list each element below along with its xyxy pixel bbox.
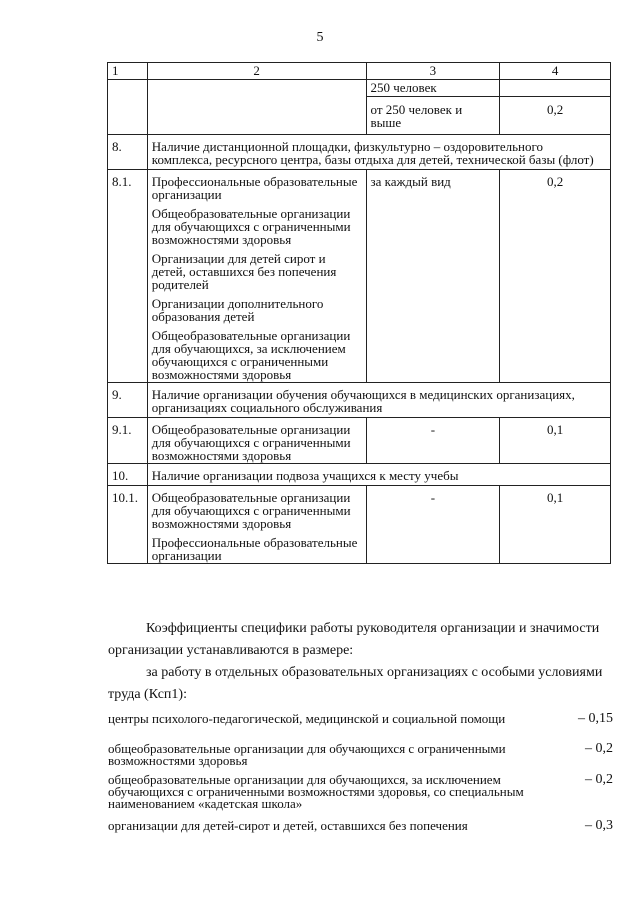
- row-number: 9.1.: [108, 418, 148, 464]
- section-title: Наличие организации подвоза учащихся к месту учебы: [147, 464, 610, 486]
- table-row: [108, 383, 611, 418]
- table-cell: [108, 80, 148, 135]
- org-item: Общеобразовательные организации для обучающихся, за исключением обучающихся с ограниченными возможностями здоровья: [151, 328, 351, 382]
- row-number: 8.: [108, 135, 148, 170]
- coefficient-label: центры психолого-педагогической, медицинской и социальной помощи: [108, 711, 506, 726]
- section-title: Наличие организации обучения обучающихся в медицинских организациях, организациях социального обслуживания: [147, 383, 610, 418]
- coefficient-label: общеобразовательные организации для обучающихся с ограниченными возможностями здоровья: [108, 741, 506, 768]
- coefficient-value: – 0,2: [585, 741, 613, 756]
- page-number: 5: [316, 30, 324, 45]
- section-title: Наличие дистанционной площадки, физкультурно – оздоровительного комплекса, ресурсного центра, базы отдыха для детей, технической базы (флот): [147, 135, 610, 170]
- row-number: 8.1.: [108, 170, 148, 383]
- criterion-cell: -: [366, 486, 500, 564]
- paragraph-special-conditions: за работу в отдельных образовательных организациях с особыми условиями труда (Ксп1):: [108, 665, 603, 702]
- table-row: [108, 135, 611, 170]
- criterion-cell: 250 человек: [366, 80, 500, 97]
- coefficient-value: – 0,3: [585, 818, 613, 833]
- criterion-cell: -: [366, 418, 500, 464]
- header-col-1: 1: [108, 63, 148, 80]
- org-list: [147, 170, 366, 383]
- header-col-3: 3: [366, 63, 500, 80]
- org-item: Общеобразовательные организации для обучающихся с ограниченными возможностями здоровья: [151, 206, 351, 247]
- org-list: [147, 418, 366, 464]
- coefficient-value: – 0,15: [578, 711, 613, 726]
- coefficient-label: организации для детей-сирот и детей, оставшихся без попечения: [108, 818, 468, 833]
- value-cell: 0,2: [500, 170, 611, 383]
- table-row: [108, 418, 611, 464]
- table-row: [108, 170, 611, 383]
- value-cell: 0,1: [500, 486, 611, 564]
- org-item: Организации дополнительного образования детей: [151, 296, 324, 324]
- coefficients-table: [107, 62, 611, 564]
- table-row: [108, 464, 611, 486]
- table-row: [108, 80, 611, 97]
- row-number: 9.: [108, 383, 148, 418]
- table-header-row: [108, 63, 611, 80]
- paragraph-coefficients-intro: Коэффициенты специфики работы руководителя организации и значимости организации устанавливаются в размере:: [108, 621, 600, 658]
- org-item: Организации для детей сирот и детей, оставшихся без попечения родителей: [151, 251, 337, 292]
- org-item: Общеобразовательные организации для обучающихся с ограниченными возможностями здоровья: [151, 422, 351, 463]
- value-cell: 0,1: [500, 418, 611, 464]
- table-row: [108, 486, 611, 564]
- value-cell: 0,2: [500, 97, 611, 135]
- criterion-cell: за каждый вид: [366, 170, 500, 383]
- org-item: Профессиональные образовательные организации: [151, 535, 358, 563]
- org-item: Профессиональные образовательные организации: [151, 174, 358, 202]
- coefficient-label: общеобразовательные организации для обучающихся, за исключением обучающихся с ограниченными возможностями здоровья, со специальным наименованием «кадетская школа»: [108, 772, 524, 811]
- row-number: 10.: [108, 464, 148, 486]
- table-cell: [147, 80, 366, 135]
- row-number: 10.1.: [108, 486, 148, 564]
- org-list: [147, 486, 366, 564]
- header-col-4: 4: [500, 63, 611, 80]
- value-cell: [500, 80, 611, 97]
- coefficient-value: – 0,2: [585, 772, 613, 787]
- criterion-cell: от 250 человек и выше: [366, 97, 500, 135]
- header-col-2: 2: [147, 63, 366, 80]
- org-item: Общеобразовательные организации для обучающихся с ограниченными возможностями здоровья: [151, 490, 351, 531]
